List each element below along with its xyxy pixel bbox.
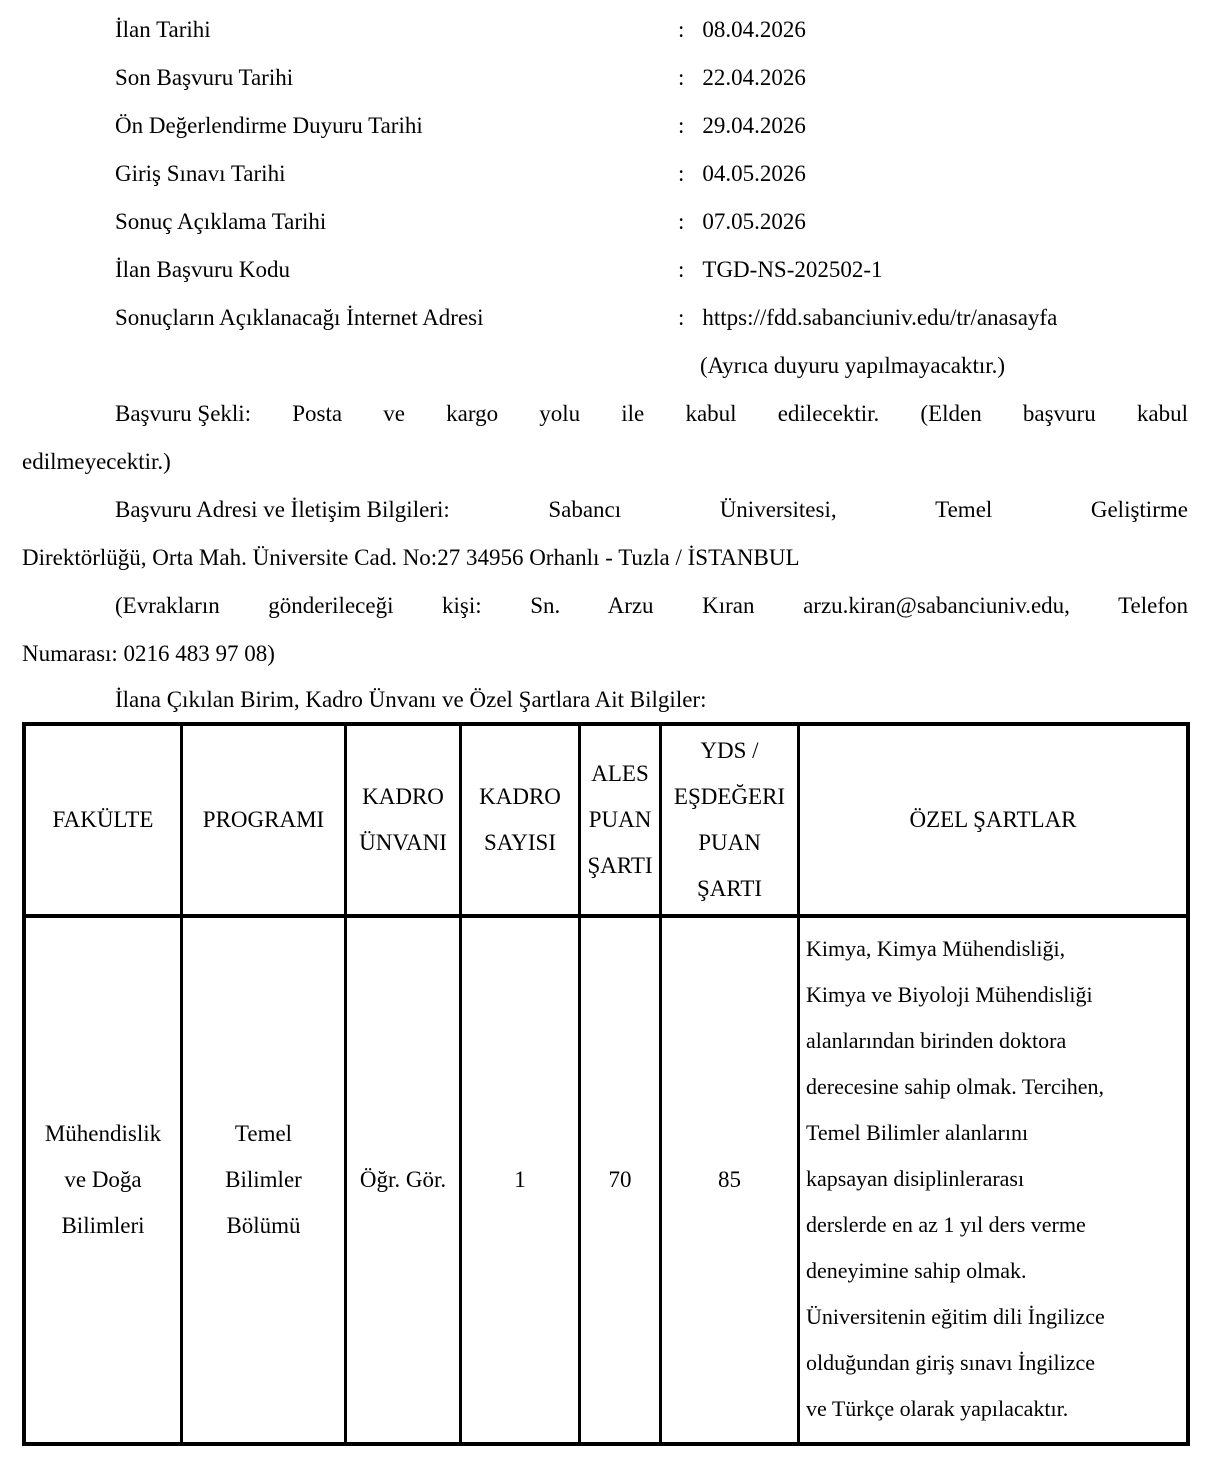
ozel-sartlar-line: Temel Bilimler alanlarını [806,1120,1029,1145]
header-line: ŞARTI [696,876,763,901]
cell-fakulte [26,918,183,1442]
header-line: PUAN [698,830,761,855]
word: Posta [292,401,343,426]
info-row-ilan-basvuru-kodu [22,246,1188,294]
word: Geliştirme [1090,497,1188,522]
info-label: İlan Tarihi [115,17,211,42]
ozel-sartlar-line: deneyimine sahip olmak. [806,1258,1027,1283]
ozel-sartlar-line: Kimya, Kimya Mühendisliği, [806,936,1066,961]
info-label: Ön Değerlendirme Duyuru Tarihi [115,113,423,138]
paragraph-basvuru-adresi-line2: Direktörlüğü, Orta Mah. Üniversite Cad. No:27 34956 Orhanlı - Tuzla / İSTANBUL [22,545,800,570]
info-label: Sonuçların Açıklanacağı İnternet Adresi [115,305,484,330]
paragraph-basvuru-sekli-line1 [22,390,1188,438]
word: (Elden [920,401,982,426]
word: ile [621,401,645,426]
header-line: PUAN [588,807,652,832]
cell-value: 1 [514,1167,526,1192]
header-cell-yds-puan-sarti [662,726,800,914]
cell-line: Temel [234,1121,293,1146]
header-line: SAYISI [483,830,556,855]
ozel-sartlar-line: derecesine sahip olmak. Tercihen, [806,1074,1104,1099]
cell-kadro-unvani [347,918,462,1442]
cell-line: ve Doğa [64,1167,142,1192]
header-line: ÖZEL ŞARTLAR [909,807,1077,832]
ozel-sartlar-line: ve Türkçe olarak yapılacaktır. [806,1396,1069,1421]
info-row-sonuc-aciklama [22,198,1188,246]
ozel-sartlar-line: alanlarından birinden doktora [806,1028,1067,1053]
ozel-sartlar-line: Kimya ve Biyoloji Mühendisliği [806,982,1093,1007]
info-row-son-basvuru-tarihi [22,54,1188,102]
paragraph-basvuru-sekli-line2: edilmeyecektir.) [22,449,171,474]
paragraph-lead: Başvuru Şekli: [115,401,252,426]
paragraph-basvuru-adresi-line1 [22,486,1188,534]
paragraph-contact-line1: (Evrakların gönderileceği kişi: Sn. Arzu Kıran arzu.kiran@sabanciuniv.edu, Telefon [115,593,1188,618]
cell-line: Mühendislik [44,1121,162,1146]
info-colon: : [678,65,685,90]
word: kabul [685,401,737,426]
header-cell-ozel-sartlar [800,726,1186,914]
info-row-on-degerlendirme [22,102,1188,150]
positions-table [22,722,1190,1446]
word: yolu [539,401,581,426]
word: kargo [446,401,499,426]
paragraph-lead: Başvuru Adresi ve İletişim Bilgileri: [115,497,450,522]
header-cell-kadro-sayisi [462,726,581,914]
header-cell-fakulte [26,726,183,914]
cell-ozel-sartlar [800,918,1186,1442]
cell-ales-puan [581,918,662,1442]
info-value: 22.04.2026 [702,65,806,90]
cell-line: Bölümü [226,1213,301,1238]
info-value: TGD-NS-202502-1 [702,257,883,282]
header-line: YDS / [700,738,759,763]
word: Sabancı [548,497,622,522]
info-row-internet-adresi [22,294,1188,342]
info-colon: : [678,17,685,42]
info-value: 29.04.2026 [702,113,806,138]
info-label: Sonuç Açıklama Tarihi [115,209,327,234]
info-colon: : [678,113,685,138]
word: ve [383,401,405,426]
word: kabul [1136,401,1188,426]
cell-programi [183,918,347,1442]
info-value: 07.05.2026 [702,209,806,234]
header-cell-ales-puan-sarti [581,726,662,914]
header-line: KADRO [362,784,444,809]
header-line: EŞDEĞERI [673,784,786,809]
table-header-row [26,726,1186,918]
ozel-sartlar-line: kapsayan disiplinlerarası [806,1166,1025,1191]
info-note: (Ayrıca duyuru yapılmayacaktır.) [700,353,1006,378]
paragraph-contact-line2: Numarası: 0216 483 97 08) [22,641,275,666]
info-label: Giriş Sınavı Tarihi [115,161,286,186]
header-line: FAKÜLTE [52,807,154,832]
info-colon: : [678,257,685,282]
ozel-sartlar-line: Üniversitenin eğitim dili İngilizce [806,1304,1105,1329]
header-line: PROGRAMI [202,807,325,832]
cell-yds-puan [662,918,800,1442]
info-value: https://fdd.sabanciuniv.edu/tr/anasayfa [702,305,1058,330]
info-colon: : [678,305,685,330]
word: edilecektir. [777,401,880,426]
word: Üniversitesi, [719,497,837,522]
cell-value: 85 [718,1167,741,1192]
table-row [26,918,1186,1442]
cell-value: Öğr. Gör. [359,1167,447,1192]
cell-value: 70 [608,1167,632,1192]
info-label: İlan Başvuru Kodu [115,257,291,282]
header-line: ÜNVANI [359,830,447,855]
ozel-sartlar-line: derslerde en az 1 yıl ders verme [806,1212,1086,1237]
info-value: 08.04.2026 [702,17,806,42]
word: başvuru [1022,401,1096,426]
table-intro: İlana Çıkılan Birim, Kadro Ünvanı ve Özel Şartlara Ait Bilgiler: [115,687,707,712]
cell-kadro-sayisi [462,918,581,1442]
header-line: ŞARTI [587,853,653,878]
cell-line: Bilimleri [61,1213,145,1238]
info-row-ilan-tarihi [22,6,1188,54]
info-value: 04.05.2026 [702,161,806,186]
cell-line: Bilimler [225,1167,302,1192]
info-label: Son Başvuru Tarihi [115,65,294,90]
header-cell-programi [183,726,347,914]
header-line: ALES [591,761,649,786]
word: Temel [935,497,993,522]
info-colon: : [678,161,685,186]
ozel-sartlar-line: olduğundan giriş sınavı İngilizce [806,1350,1095,1375]
header-cell-kadro-unvani [347,726,462,914]
header-line: KADRO [479,784,561,809]
info-row-giris-sinavi [22,150,1188,198]
info-colon: : [678,209,685,234]
